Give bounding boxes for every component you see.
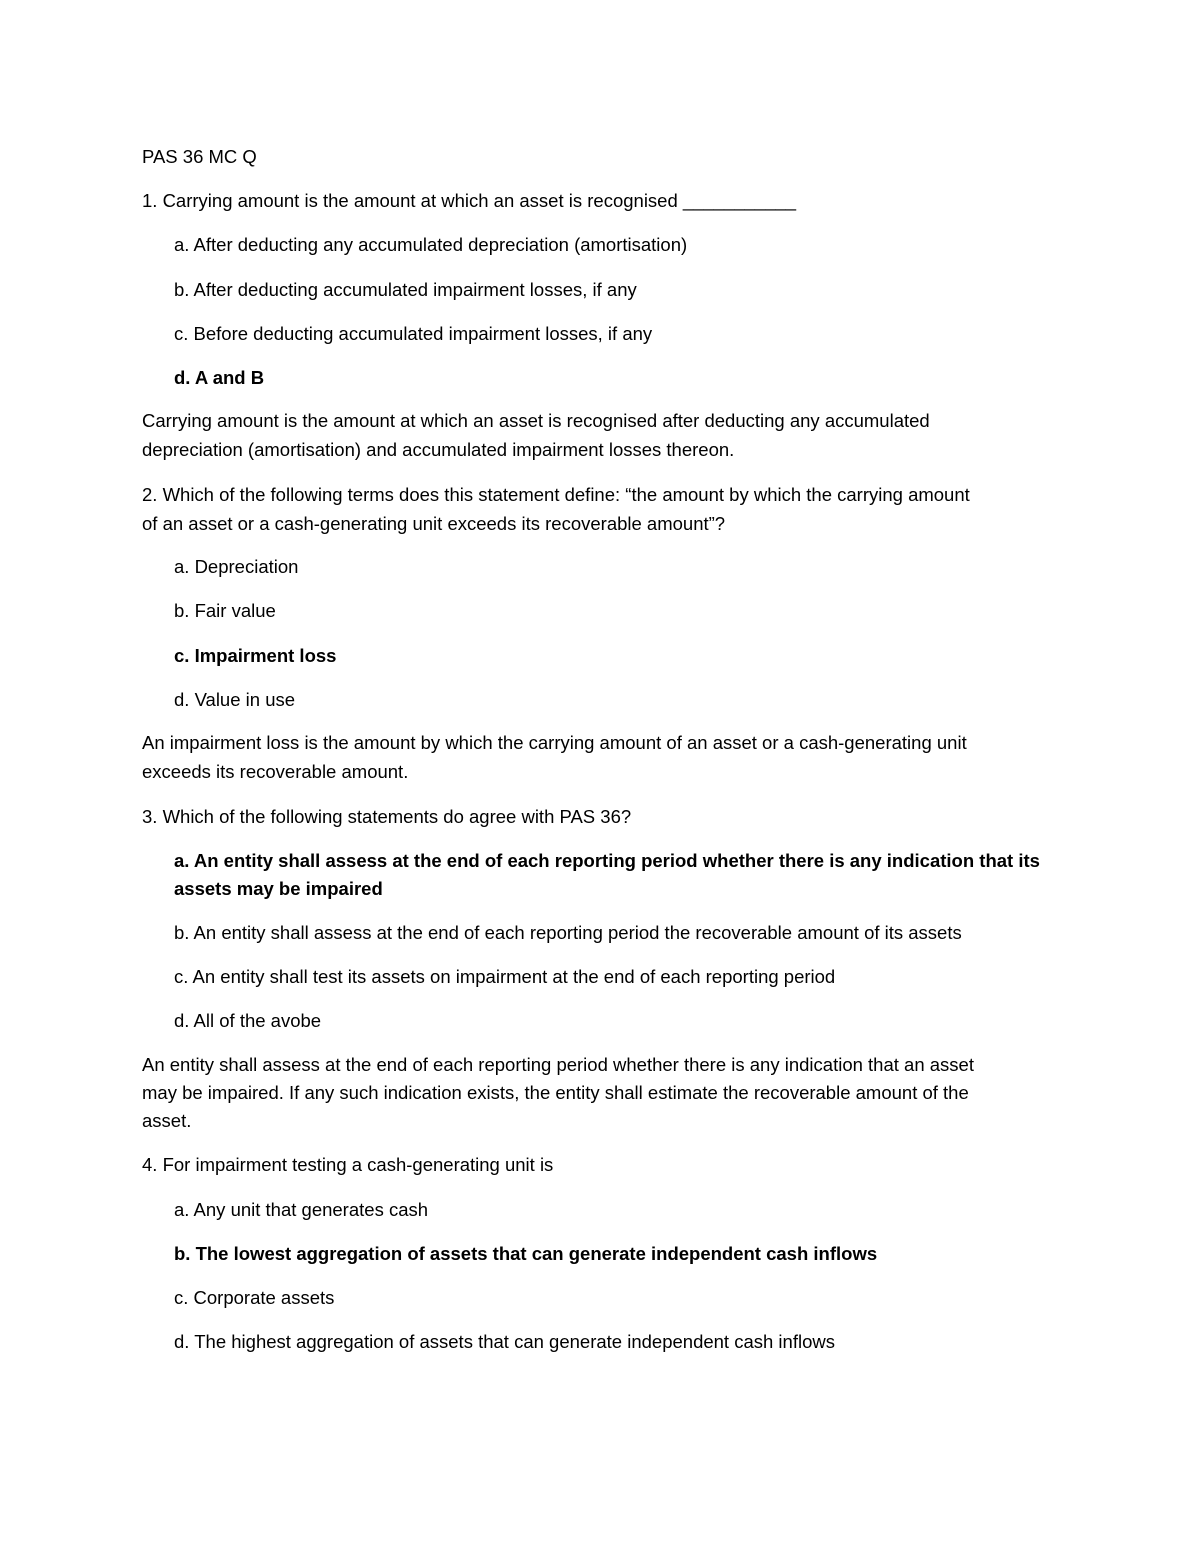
question-2-option-b: b. Fair value [174,600,276,621]
question-3-option-d: d. All of the avobe [174,1010,322,1031]
question-1-explanation-line-2: depreciation (amortisation) and accumulated impairment losses thereon. [142,439,735,460]
question-3-explanation-line-2: may be impaired. If any such indication exists, the entity shall estimate the recoverable amount of the [142,1082,969,1103]
question-3-option-a-correct-line-1: a. An entity shall assess at the end of each reporting period whether there is any indication that its [174,850,1040,871]
question-1-explanation-line-1: Carrying amount is the amount at which an asset is recognised after deducting any accumulated [142,410,930,431]
question-2-option-d: d. Value in use [174,689,296,710]
question-3-option-c: c. An entity shall test its assets on impairment at the end of each reporting period [174,966,836,987]
question-4-option-a: a. Any unit that generates cash [174,1199,429,1220]
question-2-explanation-line-1: An impairment loss is the amount by which the carrying amount of an asset or a cash-generating unit [142,732,967,753]
question-4-stem: 4. For impairment testing a cash-generating unit is [142,1154,554,1175]
question-2-stem-line-1: 2. Which of the following terms does this statement define: “the amount by which the carrying amount [142,484,970,505]
document-title: PAS 36 MC Q [142,146,257,167]
question-2-stem-line-2: of an asset or a cash-generating unit exceeds its recoverable amount”? [142,513,726,534]
question-1-stem: 1. Carrying amount is the amount at which an asset is recognised ___________ [142,190,797,211]
question-2-option-a: a. Depreciation [174,556,299,577]
question-2-option-c-correct: c. Impairment loss [174,645,337,666]
question-3-option-a-correct-line-2: assets may be impaired [174,878,383,899]
question-4-option-b-correct: b. The lowest aggregation of assets that can generate independent cash inflows [174,1243,878,1264]
question-3-stem: 3. Which of the following statements do agree with PAS 36? [142,806,632,827]
question-1-option-c: c. Before deducting accumulated impairment losses, if any [174,323,653,344]
question-2-explanation-line-2: exceeds its recoverable amount. [142,761,409,782]
question-1-option-a: a. After deducting any accumulated depreciation (amortisation) [174,234,688,255]
question-4-option-c: c. Corporate assets [174,1287,335,1308]
question-3-explanation-line-3: asset. [142,1110,192,1131]
question-1-option-b: b. After deducting accumulated impairment losses, if any [174,279,637,300]
question-1-option-d-correct: d. A and B [174,367,265,388]
question-3-option-b: b. An entity shall assess at the end of each reporting period the recoverable amount of its assets [174,922,962,943]
question-4-option-d: d. The highest aggregation of assets that can generate independent cash inflows [174,1331,835,1352]
question-3-explanation-line-1: An entity shall assess at the end of each reporting period whether there is any indication that an asset [142,1054,974,1075]
